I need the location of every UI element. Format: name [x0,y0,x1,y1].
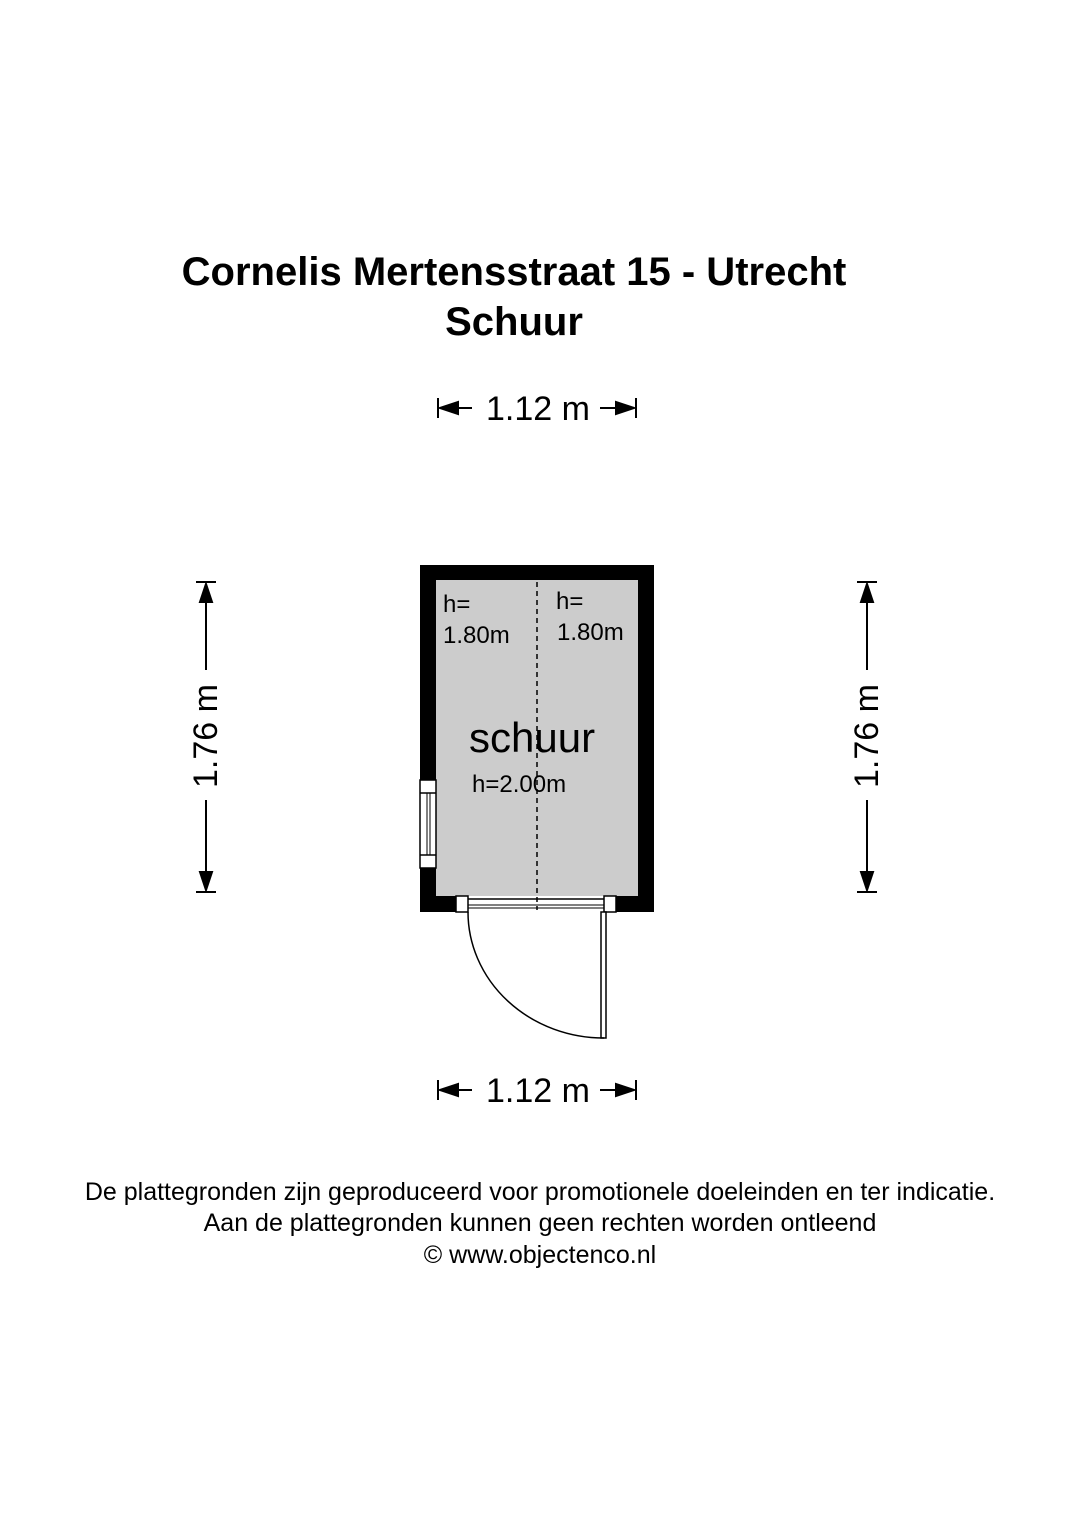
plan-subtitle: Schuur [445,300,583,344]
top-width-label: 1.12 m [486,390,590,428]
door [456,896,616,1038]
room-name: schuur [469,714,596,761]
right-zone-height-value: 1.80m [557,619,624,646]
left-zone-height-value: 1.80m [443,622,510,649]
left-zone-height-prefix: h= [443,591,471,618]
copyright-link[interactable]: © www.objectenco.nl [423,1241,657,1269]
plan-title: Cornelis Mertensstraat 15 - Utrecht [181,250,847,294]
room-height: h=2.00m [472,771,567,798]
left-height-label: 1.76 m [187,684,225,788]
right-zone-height-prefix: h= [556,588,584,615]
disclaimer-line-1: De plattegronden zijn geproduceerd voor promotionele doeleinden en ter indicatie. [84,1178,996,1206]
left-window [420,780,436,868]
disclaimer-line-2: Aan de plattegronden kunnen geen rechten worden ontleend [203,1209,877,1237]
right-height-label: 1.76 m [848,684,886,788]
bottom-width-label: 1.12 m [486,1072,590,1110]
